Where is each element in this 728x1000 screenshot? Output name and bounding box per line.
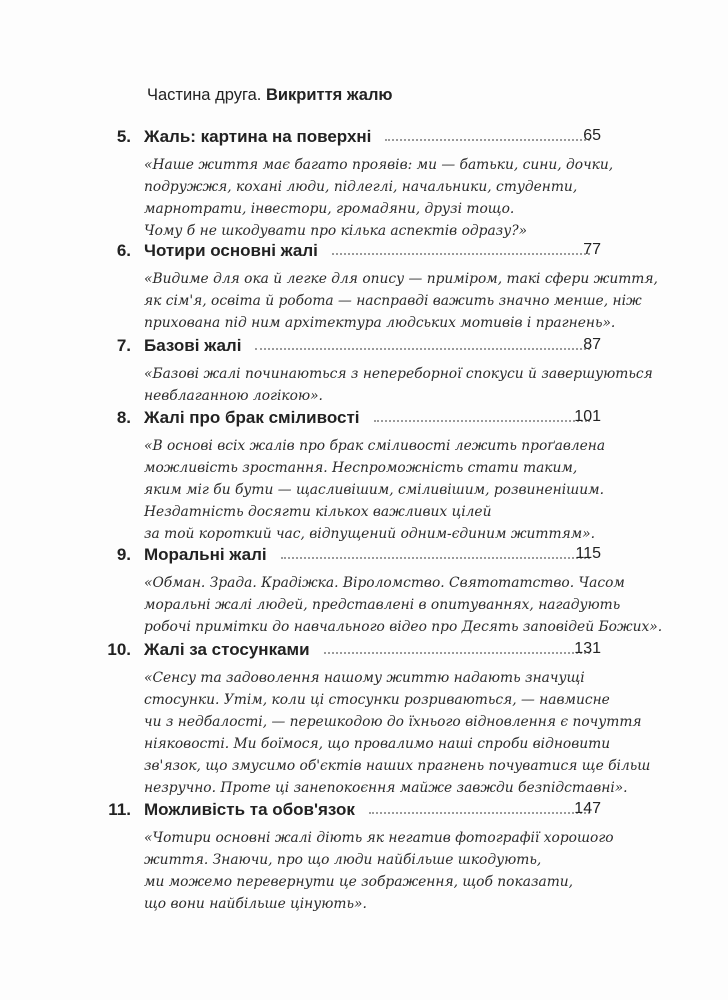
toc-entry-heading <box>0 127 728 151</box>
epigraph-line: робочі примітки до навчального відео про Десять заповідей Божих». <box>144 619 663 635</box>
epigraph-line: незручно. Проте ці занепокоєння майже завжди безпідставні». <box>144 780 628 796</box>
part-label: Частина друга. <box>147 86 262 104</box>
chapter-epigraph <box>144 435 606 545</box>
part-title: Викриття жалю <box>265 86 393 104</box>
dot-leader <box>324 652 590 654</box>
page-number: 77 <box>583 241 601 258</box>
page-number: 65 <box>583 127 601 144</box>
chapter-title: Базові жалі <box>144 336 242 355</box>
epigraph-line: моральні жалі людей, представлені в опитуваннях, нагадують <box>144 597 621 613</box>
page-number: 87 <box>583 336 601 353</box>
epigraph-line: «Сенсу та задоволення нашому життю надають значущі <box>144 670 585 686</box>
toc-entry-heading <box>0 336 728 360</box>
chapter-epigraph <box>144 667 651 799</box>
epigraph-line: «Видиме для ока й легке для опису — приміром, такі сфери життя, <box>144 271 658 287</box>
chapter-number: 11. <box>108 800 131 819</box>
toc-entry-heading <box>0 545 728 569</box>
dot-leader <box>369 812 590 814</box>
chapter-number: 9. <box>116 545 131 564</box>
toc-entry-heading <box>0 408 728 432</box>
epigraph-line: «Чотири основні жалі діють як негатив фотографії хорошого <box>144 830 614 846</box>
chapter-epigraph <box>144 827 614 915</box>
dot-leader <box>374 420 590 422</box>
dot-leader <box>385 139 590 141</box>
epigraph-line: як сім'я, освіта й робота — насправді важить значно менше, ніж <box>144 293 642 309</box>
chapter-number: 5. <box>116 127 131 146</box>
dot-leader <box>255 348 590 350</box>
page-number: 101 <box>574 408 601 425</box>
epigraph-line: Нездатність досягти кількох важливих цілей <box>144 504 492 520</box>
page-number: 115 <box>575 545 601 562</box>
chapter-epigraph <box>144 154 614 242</box>
epigraph-line: невблаганною логікою». <box>144 388 323 404</box>
epigraph-line: «В основі всіх жалів про брак сміливості лежить проґавлена <box>144 438 606 454</box>
epigraph-line: Чому б не шкодувати про кілька аспектів одразу?» <box>144 223 528 239</box>
toc-entry-heading <box>0 800 728 824</box>
epigraph-line: можливість зростання. Неспроможність стати таким, <box>144 460 578 476</box>
epigraph-line: «Наше життя має багато проявів: ми — батьки, сини, дочки, <box>144 157 614 173</box>
chapter-number: 8. <box>116 408 131 427</box>
chapter-title: Жалі про брак сміливості <box>144 408 360 427</box>
chapter-number: 10. <box>107 640 131 659</box>
page-number: 147 <box>574 800 601 817</box>
page-number: 131 <box>574 640 601 657</box>
epigraph-line: марнотрати, інвестори, громадяни, друзі тощо. <box>144 201 515 217</box>
epigraph-line: «Базові жалі починаються з непереборної спокуси й завершуються <box>144 366 653 382</box>
epigraph-line: стосунки. Утім, коли ці стосунки розриваються, — навмисне <box>144 692 610 708</box>
epigraph-line: що вони найбільше цінують». <box>144 896 367 912</box>
chapter-title: Жаль: картина на поверхні <box>144 127 372 146</box>
chapter-epigraph <box>144 572 663 638</box>
chapter-title: Чотири основні жалі <box>144 241 318 260</box>
epigraph-line: за той короткий час, відпущений одним-єдиним життям». <box>144 526 595 542</box>
epigraph-line: зв'язок, що змусимо об'єктів наших прагнень почуватися ще більш <box>144 758 651 774</box>
chapter-number: 6. <box>116 241 131 260</box>
dot-leader <box>332 253 590 255</box>
epigraph-line: прихована під ним архітектура людських мотивів і прагнень». <box>144 315 616 331</box>
epigraph-line: чи з недбалості, — перешкодою до їхнього відновлення є почуття <box>144 714 642 730</box>
epigraph-line: «Обман. Зрада. Крадіжка. Віроломство. Святотатство. Часом <box>144 575 625 591</box>
epigraph-line: подружжя, кохані люди, підлеглі, начальники, студенти, <box>144 179 578 195</box>
dot-leader <box>281 557 590 559</box>
epigraph-line: ми можемо перевернути це зображення, щоб показати, <box>144 874 574 890</box>
epigraph-line: яким міг би бути — щасливішим, сміливішим, розвиненішим. <box>144 482 604 498</box>
chapter-title: Моральні жалі <box>144 545 267 564</box>
chapter-title: Жалі за стосунками <box>144 640 310 659</box>
toc-entry-heading <box>0 640 728 664</box>
chapter-epigraph <box>144 268 658 334</box>
epigraph-line: ніяковості. Ми боїмося, що провалимо наші спроби відновити <box>144 736 611 752</box>
epigraph-line: життя. Знаючи, про що люди найбільше шкодують, <box>144 852 542 868</box>
chapter-title: Можливість та обов'язок <box>144 800 355 819</box>
chapter-epigraph <box>144 363 653 407</box>
toc-entry-heading <box>0 241 728 265</box>
chapter-number: 7. <box>116 336 131 355</box>
